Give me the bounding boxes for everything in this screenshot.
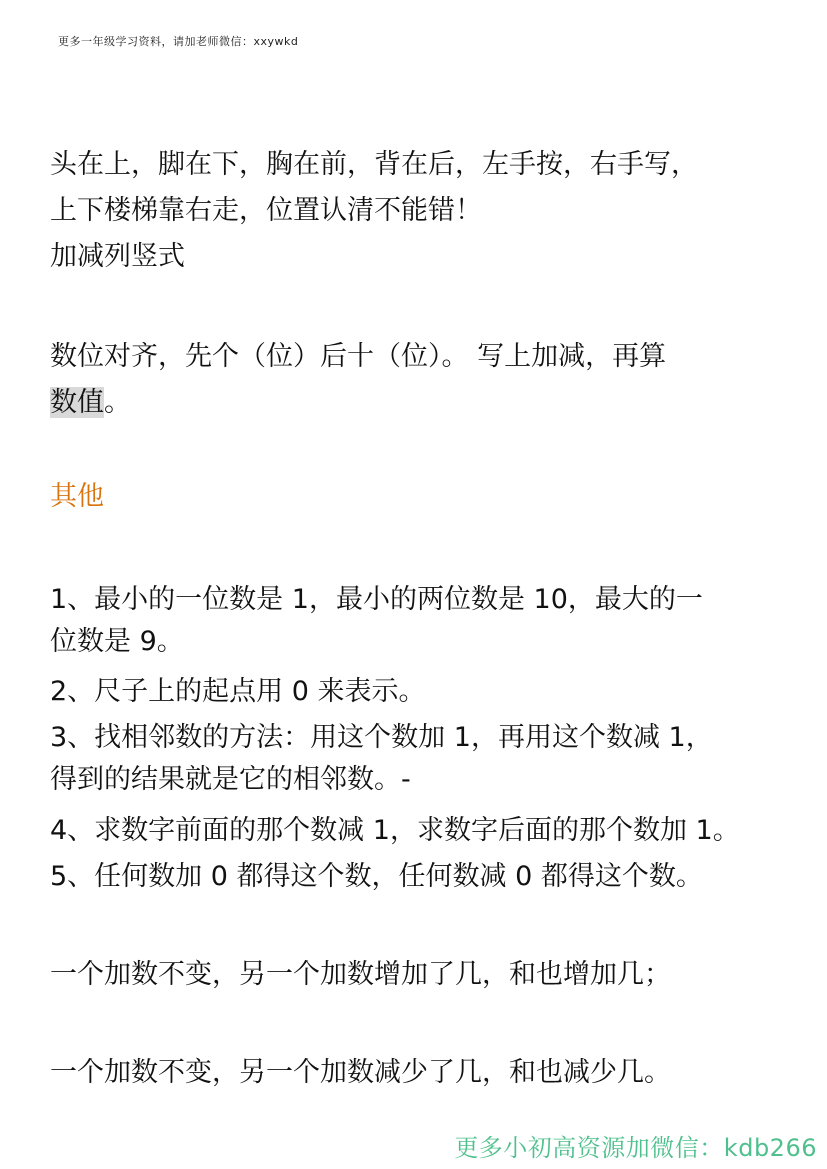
posture-line-1: 头在上，脚在下，胸在前，背在后，左手按，右手写，	[50, 149, 698, 180]
addition-rule-2: 一个加数不变，另一个加数减少了几，和也减少几。	[50, 1057, 671, 1088]
list-item-2: 2、尺子上的起点用 0 来表示。	[50, 676, 426, 707]
section-title: 其他	[50, 481, 104, 512]
list-item-3-line-2: 得到的结果就是它的相邻数。-	[50, 764, 411, 795]
vertical-form-heading: 加减列竖式	[50, 241, 185, 272]
page-footer-contact: 更多小初高资源加微信：kdb266	[454, 1134, 817, 1162]
list-item-4: 4、求数字前面的那个数减 1，求数字后面的那个数加 1。	[50, 815, 740, 846]
highlighted-text: 数值	[50, 387, 104, 418]
page-header: 更多一年级学习资料，请加老师微信：xxywkd	[58, 35, 299, 48]
addition-rule-1: 一个加数不变，另一个加数增加了几，和也增加几；	[50, 959, 671, 990]
list-item-3-line-1: 3、找相邻数的方法：用这个数加 1，再用这个数减 1，	[50, 722, 713, 753]
list-item-1-line-2: 位数是 9。	[50, 626, 184, 657]
posture-line-2: 上下楼梯靠右走，位置认清不能错！	[50, 195, 482, 226]
alignment-line-2	[50, 386, 131, 420]
list-item-5: 5、任何数加 0 都得这个数，任何数减 0 都得这个数。	[50, 861, 703, 892]
list-item-1-line-1: 1、最小的一位数是 1，最小的两位数是 10，最大的一	[50, 584, 703, 615]
alignment-line-1: 数位对齐，先个（位）后十（位）。 写上加减，再算	[50, 341, 667, 372]
alignment-line-tail: 。	[104, 387, 131, 418]
